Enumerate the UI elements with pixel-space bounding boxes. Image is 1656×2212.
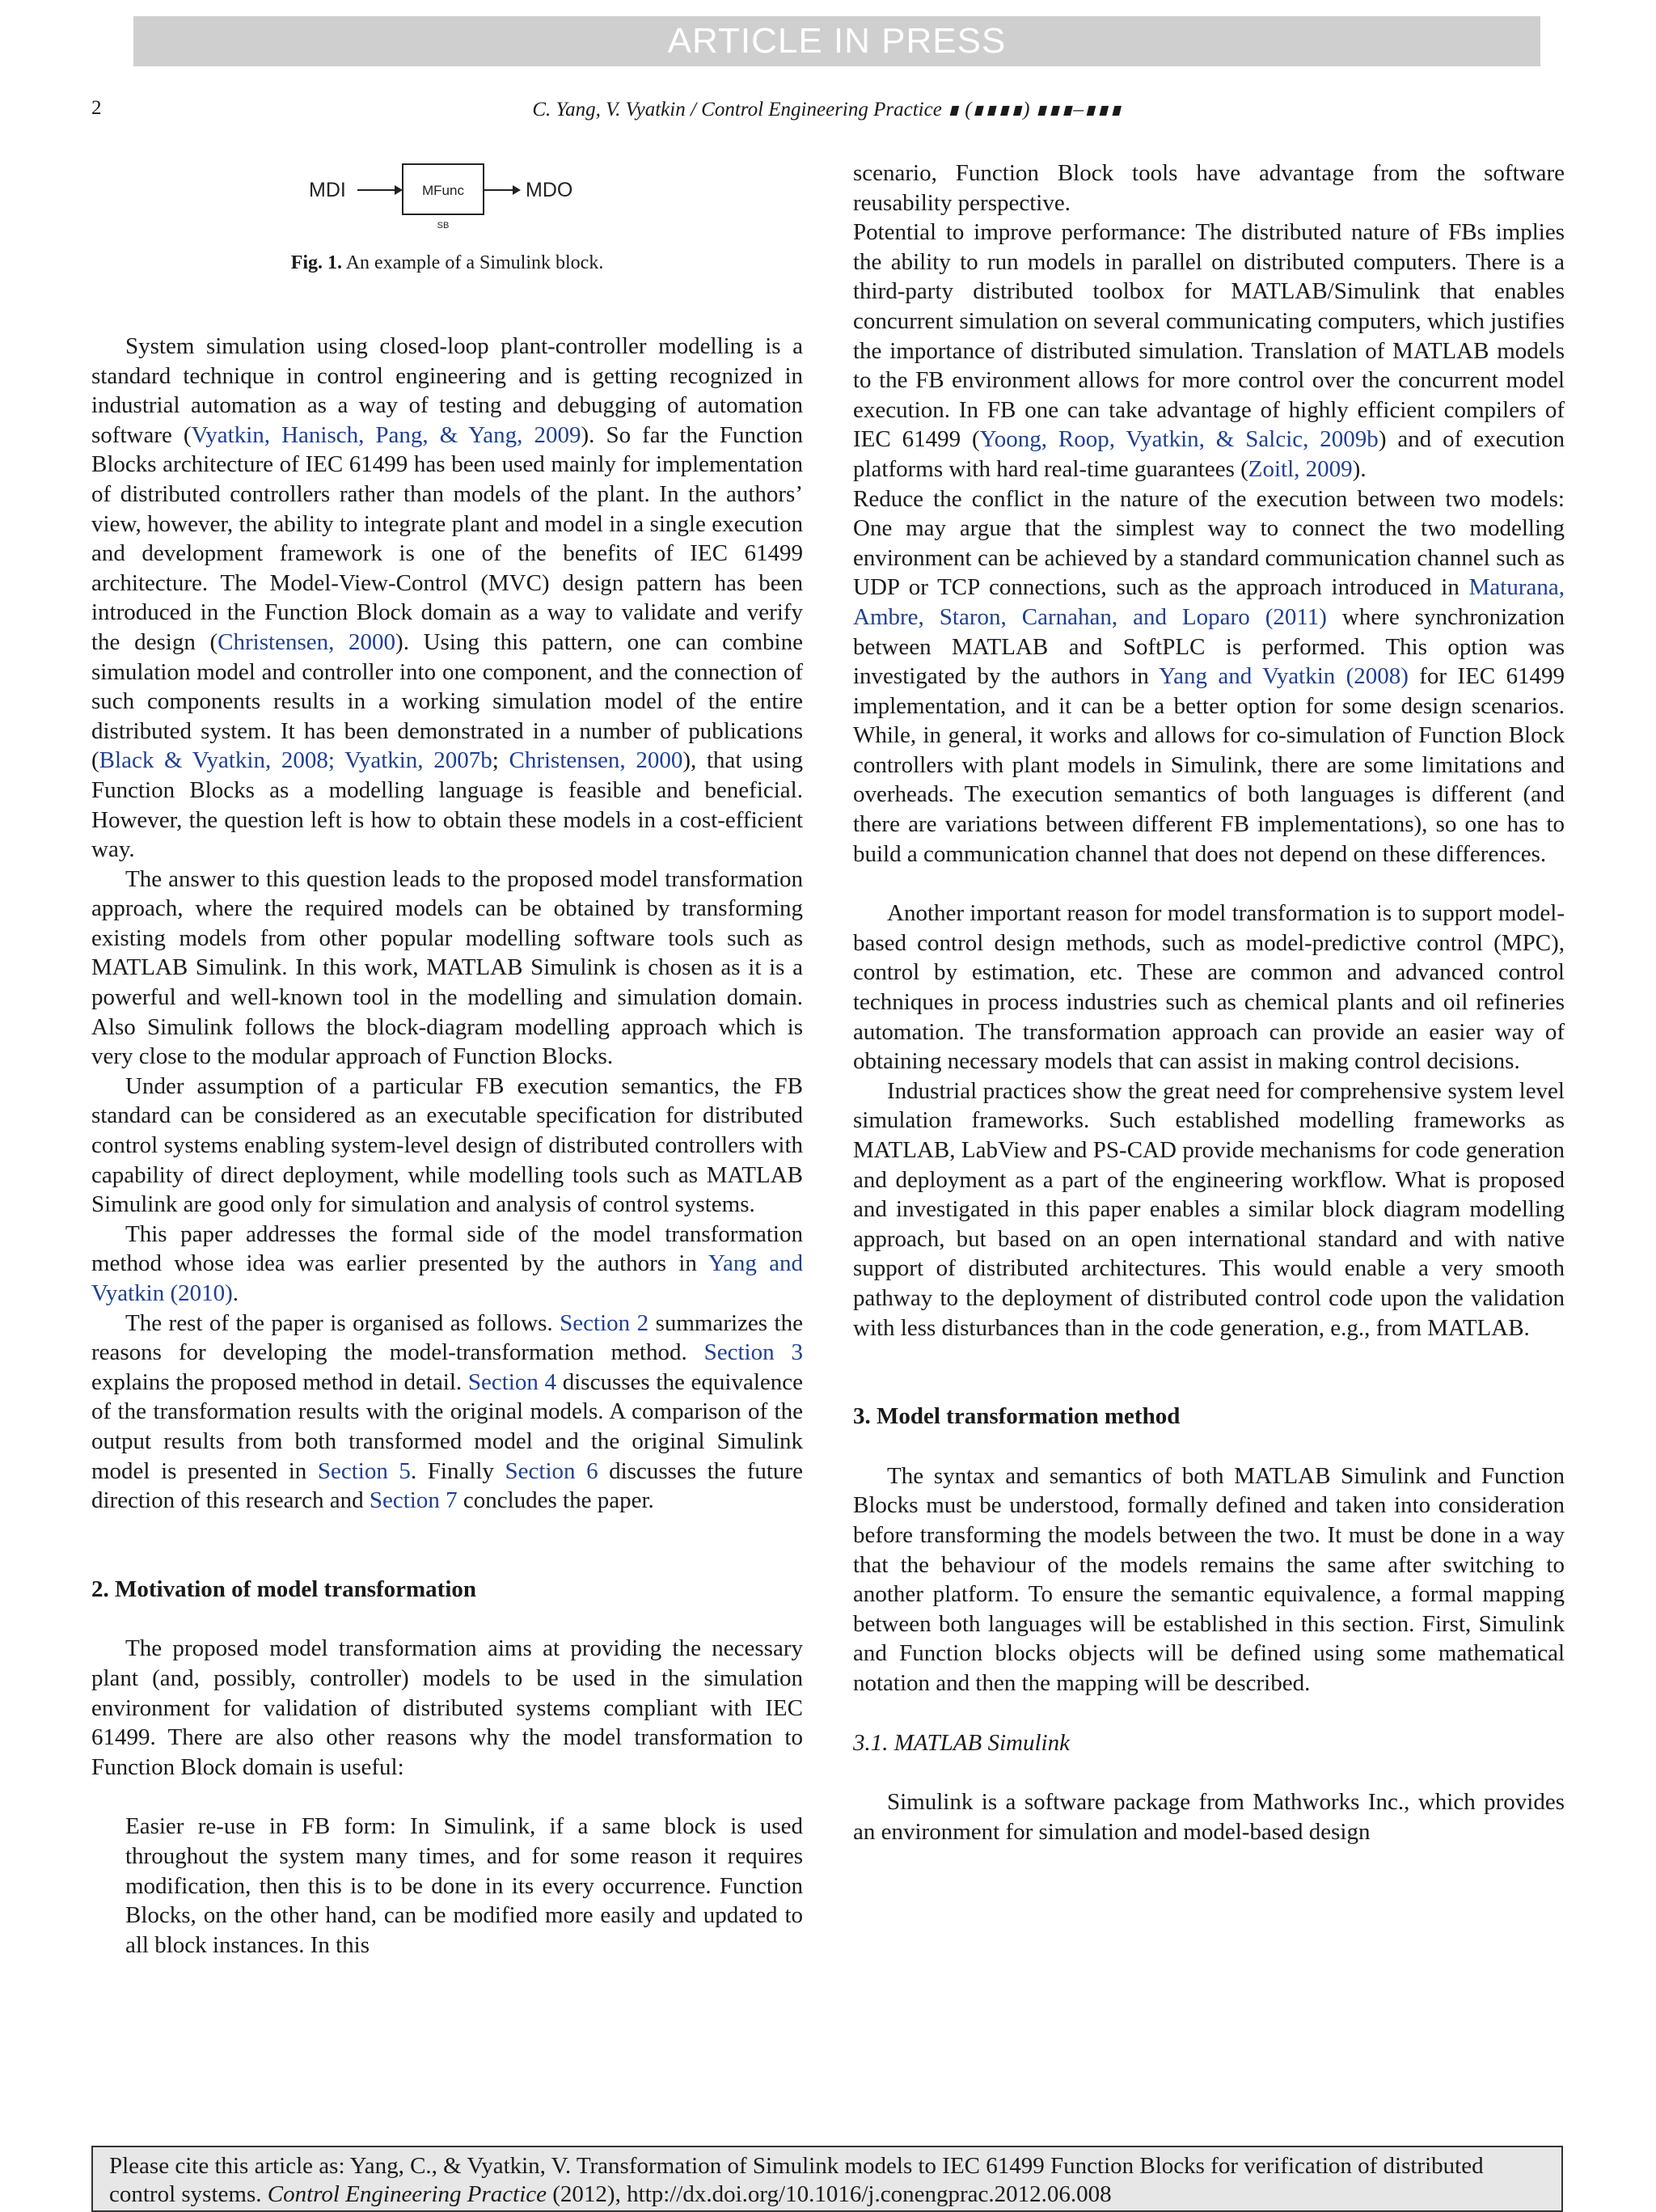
journal-name: Control Engineering Practice [267, 2181, 547, 2207]
method-paragraph: The syntax and semantics of both MATLAB Simulink and Function Blocks must be understood, formally defined and taken into consideration before transforming the models between the two. It must be done in a way that the behaviour of the models remains the same after switching to another platform. To ensure the semantic equivalence, a formal mapping between both languages will be established in this section. First, Simulink and Function blocks objects will be defined using some mathematical notation and then the mapping will be described. [853, 1462, 1565, 1696]
bullet-reuse-continued: scenario, Function Block tools have advantage from the software reusability perspective. [853, 160, 1565, 216]
figure-caption [91, 252, 803, 274]
right-column [853, 159, 1565, 1846]
section-2-heading: 2. Motivation of model transformation [91, 1575, 477, 1602]
running-head-text: C. Yang, V. Vyatkin / Control Engineering Practice ∎ (∎∎∎∎) ∎∎∎–∎∎∎ [532, 99, 1122, 121]
ref-link[interactable]: Zoitl, 2009 [1248, 455, 1353, 482]
ref-link[interactable]: Vyatkin, Hanisch, Pang, & Yang, 2009 [191, 421, 581, 448]
figure-caption-label: Fig. 1. [290, 252, 343, 273]
page-number: 2 [91, 97, 102, 119]
simulink-paragraph: Simulink is a software package from Mathworks Inc., which provides an environment for simulation and model-based design [853, 1789, 1565, 1845]
ref-link[interactable]: Yang and Vyatkin (2008) [1159, 663, 1409, 690]
reason-paragraph: Another important reason for model transformation is to support model-based control design methods, such as model-predictive control (MPC), control by estimation, etc. These are common and advanced control techniques in process industries such as chemical plants and oil refineries automation. The transformation approach can provide an easier way of obtaining necessary models that can assist in making control decisions. [853, 900, 1565, 1075]
intro-paragraph-5: The rest of the paper is organised as follows. Section 2 summarizes the reasons for developing the model-transformation method. Section 3 explains the proposed method in detail. Section 4 discusses the equivalence of the transformation results with the original models. A comparison of the output results from both transformed model and the original Simulink model is presented in Section 5. Finally Section 6 discusses the future direction of this research and Section 7 concludes the paper. [91, 1309, 804, 1514]
industrial-paragraph: Industrial practices show the great need for comprehensive system level simulation frameworks. Such established modelling frameworks as MATLAB, LabView and PS-CAD provide mechanisms for code generation and deployment as a part of the engineering workflow. What is proposed and investigated in this paper enables a similar block diagram modelling approach, but based on an open international standard and with native support of distributed architectures. This would enable a very smooth pathway to the deployment of distributed control code upon the validation with less disturbances than in the code generation, e.g., from MATLAB. [853, 1077, 1565, 1341]
figure-input-label: MDI [309, 179, 346, 201]
intro-paragraph-1: System simulation using closed-loop plant-controller modelling is a standard technique in control engineering and is getting recognized in industrial automation as a way of testing and debugging of automation software (Vyatkin, Hanisch, Pang, & Yang, 2009). So far the Function Blocks architecture of IEC 61499 has been used mainly for implementation of distributed controllers rather than models of the plant. In the authors’ view, however, the ability to integrate plant and model in a single execution and development framework is one of the benefits of IEC 61499 architecture. The Model-View-Control (MVC) design pattern has been introduced in the Function Block domain as a way to validate and verify the design (Christensen, 2000). Using this pattern, one can combine simulation model and controller into one component, and the connection of such components results in a working simulation model of the entire distributed system. It has been demonstrated in a number of publications (Black & Vyatkin, 2008; Vyatkin, 2007b; Christensen, 2000), that using Function Blocks as a modelling language is feasible and beneficial. However, the question left is how to obtain these models in a cost-efficient way. [91, 333, 803, 863]
figure-caption-text: An example of a Simulink block. [345, 252, 604, 273]
ref-link[interactable]: Maturana, Ambre, Staron, Carnahan, and Loparo (2011) [853, 574, 1565, 630]
citation-box: Please cite this article as: Yang, C., & Vyatkin, V. Transformation of Simulink models to IEC 61499 Function Blocks for verification of distributed control systems. Control Engineering Practice (2012), http://dx.doi.org/10.1016/j.conengprac.2012.06.008 [91, 2146, 1563, 2212]
section-link[interactable]: Section 3 [703, 1339, 803, 1366]
bullet-performance: Potential to improve performance: The distributed nature of FBs implies the ability to run models in parallel on distributed computers. There is a third-party distributed toolbox for MATLAB/Simulink that enables concurrent simulation on several communicating computers, which justifies the importance of distributed simulation. Translation of MATLAB models to the FB environment allows for more control over the concurrent model execution. In FB one can take advantage of highly efficient compilers of IEC 61499 (Yoong, Roop, Vyatkin, & Salcic, 2009b) and of execution platforms with hard real-time guarantees (Zoitl, 2009). [853, 219, 1565, 482]
section-link[interactable]: Section 6 [505, 1457, 598, 1484]
section-link[interactable]: Section 7 [369, 1487, 458, 1514]
left-column [91, 332, 803, 1960]
bullet-conflict: Reduce the conflict in the nature of the execution between two models: One may argue that the simplest way to connect the two modelling environment can be achieved by a standard communication channel such as UDP or TCP connections, such as the approach introduced in Maturana, Ambre, Staron, Carnahan, and Loparo (2011) where synchronization between MATLAB and SoftPLC is performed. This option was investigated by the authors in Yang and Vyatkin (2008) for IEC 61499 implementation, and it can be a better option for some design scenarios. While, in general, it works and allows for co-simulation of Function Block controllers with plant models in Simulink, there are some limitations and overheads. The execution semantics of both languages is different (and there are variations between different FB implementations), so one has to build a communication channel that does not depend on these differences. [853, 485, 1565, 867]
ref-link[interactable]: Black & Vyatkin, 2008; Vyatkin, 2007b [99, 747, 492, 774]
section-link[interactable]: Section 4 [467, 1368, 557, 1395]
motivation-paragraph: The proposed model transformation aims at providing the necessary plant (and, possibly, controller) models to be used in the simulation environment for validation of distributed systems compliant with IEC 61499. There are also other reasons why the model transformation to Function Block domain is useful: [91, 1635, 803, 1780]
section-link[interactable]: Section 2 [560, 1309, 649, 1336]
running-header [91, 97, 1563, 129]
ref-link[interactable]: Yoong, Roop, Vyatkin, & Salcic, 2009b [979, 426, 1379, 453]
subsection-3-1-heading: 3.1. MATLAB Simulink [853, 1729, 1070, 1756]
section-3-heading: 3. Model transformation method [853, 1403, 1181, 1430]
intro-paragraph-2: The answer to this question leads to the proposed model transformation approach, where the required models can be obtained by transforming existing models from other popular modelling software tools such as MATLAB Simulink. In this work, MATLAB Simulink is chosen as it is a powerful and well-known tool in the modelling and simulation domain. Also Simulink follows the block-diagram modelling approach which is very close to the modular approach of Function Blocks. [91, 865, 803, 1070]
simulink-block-figure [299, 160, 606, 233]
section-link[interactable]: Section 5 [317, 1457, 411, 1484]
article-in-press-banner: ARTICLE IN PRESS [133, 16, 1540, 66]
intro-paragraph-3: Under assumption of a particular FB execution semantics, the FB standard can be considered as an executable specification for distributed control systems enabling system-level design of distributed controllers with capability of direct deployment, while modelling tools such as MATLAB Simulink are good only for simulation and analysis of control systems. [91, 1072, 803, 1218]
figure-output-label: MDO [526, 179, 573, 201]
ref-link[interactable]: Yang and Vyatkin (2010) [91, 1250, 803, 1306]
figure-block-sublabel: SB [437, 221, 450, 231]
figure-block-label: MFunc [422, 183, 464, 198]
bullet-reuse: Easier re-use in FB form: In Simulink, if a same block is used throughout the system many times, and for some reason it requires modification, then this is to be done in its every occurrence. Function Blocks, on the other hand, can be modified more easily and updated to all block instances. In this [125, 1813, 803, 1958]
ref-link[interactable]: Christensen, 2000 [509, 747, 683, 774]
ref-link[interactable]: Christensen, 2000 [218, 628, 396, 655]
intro-paragraph-4: This paper addresses the formal side of the model transformation method whose idea was earlier presented by the authors in Yang and Vyatkin (2010). [91, 1220, 803, 1306]
